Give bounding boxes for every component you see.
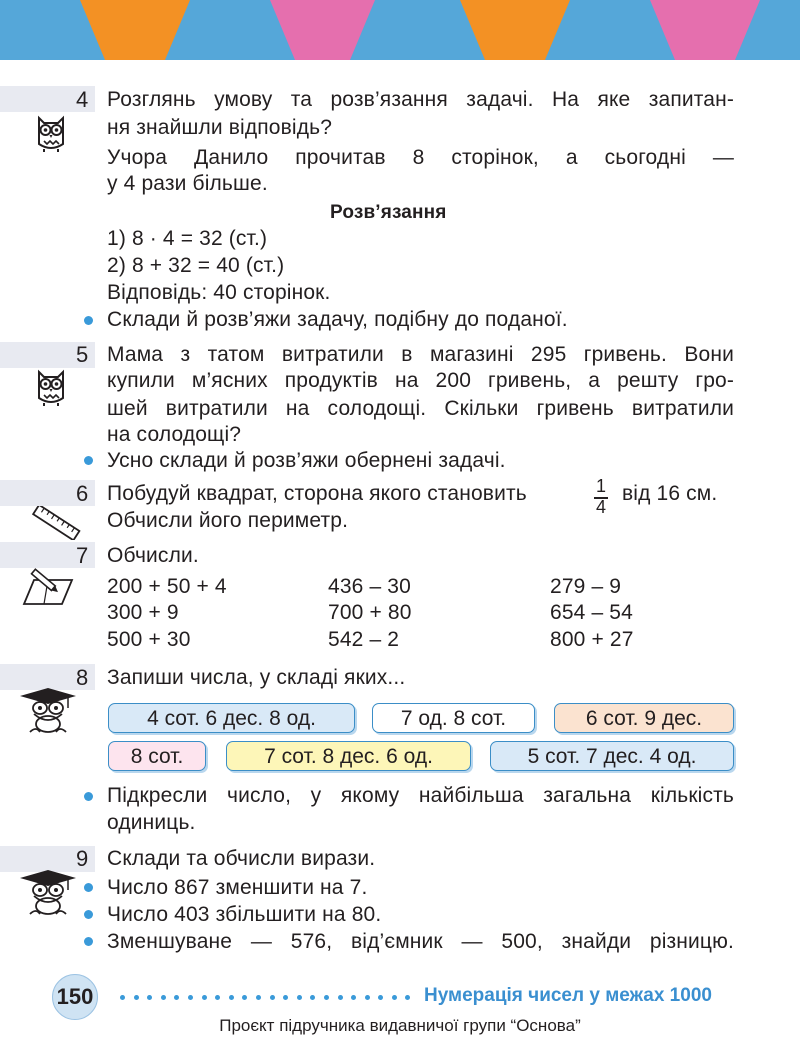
expression: 300 + 9	[107, 601, 179, 624]
publisher-note: Проєкт підручника видавничої групи “Основа”	[219, 1016, 581, 1035]
bullet-dot	[84, 910, 93, 919]
task-number: 9	[76, 846, 89, 871]
solution-answer: Відповідь: 40 сторінок.	[107, 281, 331, 304]
fraction-denominator: 4	[595, 497, 606, 517]
bullet-dot	[84, 937, 93, 946]
top-banner	[0, 0, 800, 60]
frog-graduate-icon	[16, 686, 78, 738]
fraction-numerator: 1	[595, 476, 606, 496]
bullet-dot	[84, 792, 93, 801]
number-card: 7 од. 8 сот.	[372, 703, 535, 733]
task-text: на солодощі?	[107, 423, 242, 446]
solution-title: Розв’язання	[330, 202, 447, 223]
task-title: Склади та обчисли вирази.	[107, 847, 376, 870]
task-title: Обчисли.	[107, 544, 199, 567]
expression: 542 – 2	[328, 628, 400, 651]
task-text: Побудуй квадрат, сторона якого становить	[107, 482, 527, 505]
bullet-text: Число 867 зменшити на 7.	[107, 876, 368, 899]
section-title: Нумерація чисел у межах 1000	[424, 985, 712, 1006]
task-text: від 16 см.	[622, 482, 718, 505]
expression: 200 + 50 + 4	[107, 575, 227, 598]
task-text: купили м’ясних продуктів на 200 гривень, а решту гро-	[107, 369, 734, 392]
bullet-dot	[84, 456, 93, 465]
page-number: 150	[52, 974, 98, 1020]
task-title: Запиши числа, у складі яких...	[107, 666, 406, 689]
pencil-notebook-icon	[22, 566, 76, 606]
bullet-text: Число 403 збільшити на 80.	[107, 903, 382, 926]
task-number: 4	[76, 87, 89, 112]
task-number: 7	[76, 543, 89, 568]
owl-icon	[34, 114, 68, 152]
task-text: у 4 рази більше.	[107, 172, 268, 195]
solution-step: 2) 8 + 32 = 40 (ст.)	[107, 254, 285, 277]
number-card: 6 сот. 9 дес.	[554, 703, 734, 733]
frog-graduate-icon	[16, 868, 78, 920]
bullet-dot	[84, 883, 93, 892]
bullet-text: Підкресли число, у якому найбільша загальна кількість	[107, 784, 734, 807]
number-card: 5 сот. 7 дес. 4 од.	[490, 741, 734, 771]
task-number: 6	[76, 481, 89, 506]
expression: 436 – 30	[328, 575, 411, 598]
expression: 654 – 54	[550, 601, 633, 624]
expression: 800 + 27	[550, 628, 634, 651]
bullet-text: Склади й розв’яжи задачу, подібну до поданої.	[107, 308, 568, 331]
footer-dots	[120, 986, 420, 1008]
solution-step: 1) 8 · 4 = 32 (ст.)	[107, 227, 268, 250]
number-card: 4 сот. 6 дес. 8 од.	[108, 703, 355, 733]
bullet-text: Усно склади й розв’яжи обернені задачі.	[107, 449, 506, 472]
task-text: Розглянь умову та розв’язання задачі. На яке запитан-	[107, 88, 734, 111]
task-text: Учора Данило прочитав 8 сторінок, а сьогодні —	[107, 146, 734, 169]
expression: 700 + 80	[328, 601, 412, 624]
bullet-text: Зменшуване — 576, від’ємник — 500, знайди різницю.	[107, 930, 734, 953]
number-card: 8 сот.	[108, 741, 206, 771]
task-number: 8	[76, 665, 89, 690]
number-card: 7 сот. 8 дес. 6 од.	[226, 741, 471, 771]
owl-icon	[34, 368, 68, 406]
task-text: Мама з татом витратили в магазині 295 гривень. Вони	[107, 343, 734, 366]
bullet-dot	[84, 316, 93, 325]
bullet-text: одиниць.	[107, 811, 196, 834]
ruler-icon	[30, 506, 82, 540]
task-text: шей витратили на солодощі. Скільки гривень витратили	[107, 397, 734, 420]
task-text: Обчисли його периметр.	[107, 509, 349, 532]
task-number: 5	[76, 342, 89, 367]
task-text: ня знайшли відповідь?	[107, 116, 333, 139]
expression: 279 – 9	[550, 575, 622, 598]
expression: 500 + 30	[107, 628, 191, 651]
